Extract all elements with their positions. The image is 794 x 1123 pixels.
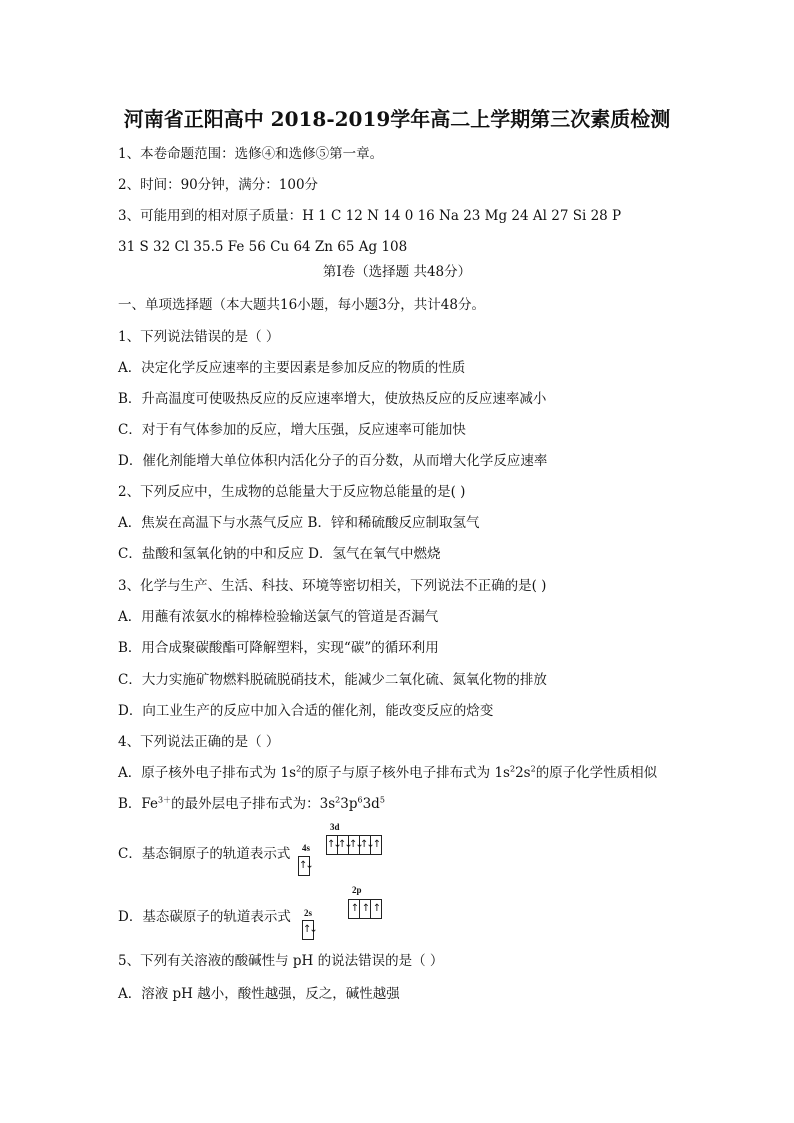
question-2-options-cd: C．盐酸和氢氧化钠的中和反应 D．氢气在氧气中燃烧 [118,546,441,562]
part-instruction: 一、单项选择题（本大题共16小题，每小题3分，共计48分。 [118,297,485,313]
orbital-box-4s [298,856,310,876]
note-time: 2、时间：90分钟，满分：100分 [118,177,319,193]
question-4-option-a [118,764,657,782]
question-3-stem: 3、化学与生产、生活、科技、环境等密切相关，下列说法不正确的是( ) [118,578,547,594]
question-2-options-ab: A．焦炭在高温下与水蒸气反应 B．锌和稀硫酸反应制取氢气 [118,515,480,531]
question-4-stem: 4、下列说法正确的是（ ） [118,734,280,750]
orbital-label-3d: 3d [330,822,340,832]
q4b-part3: 3p [340,796,358,812]
orbital-cell: ↑ [372,903,380,914]
orbital-cell: ↑↓ [303,924,316,935]
question-2-stem: 2、下列反应中，生成物的总能量大于反应物总能量的是( ) [118,484,466,500]
q4b-part1: B．Fe [118,796,159,812]
note-atomic-mass-cont: 31 S 32 Cl 35.5 Fe 56 Cu 64 Zn 65 Ag 108 [118,239,408,255]
q4a-part4: 的原子化学性质相似 [535,765,658,781]
q4b-sup1: 3＋ [158,795,172,805]
question-1-option-c: C．对于有气体参加的反应，增大压强，反应速率可能加快 [118,422,466,438]
q4b-sup2: 2 [335,795,341,805]
question-4-option-d: D．基态碳原子的轨道表示式 [118,909,291,925]
section-header: 第Ⅰ卷（选择题 共48分） [322,264,472,280]
question-1-option-b: B．升高温度可使吸热反应的反应速率增大，使放热反应的反应速率减小 [118,391,547,407]
q4b-sup3: 6 [357,795,363,805]
orbital-label-4s: 4s [302,843,311,853]
orbital-boxes-2p [348,899,382,919]
orbital-box-2s [302,920,314,940]
orbital-cell: ↑ [349,900,360,918]
document-title: 河南省正阳高中 2018-2019学年高二上学期第三次素质检测 [123,107,671,131]
orbital-boxes-3d [326,835,382,855]
orbital-label-2s: 2s [304,908,313,918]
question-1-option-a: A．决定化学反应速率的主要因素是参加反应的物质的性质 [118,360,466,376]
orbital-cell: ↑ [372,839,380,850]
q4a-part1: A．原子核外电子排布式为 1s [118,765,297,781]
question-5-stem: 5、下列有关溶液的酸碱性与 pH 的说法错误的是（ ） [118,953,444,969]
note-scope: 1、本卷命题范围：选修④和选修⑤第一章。 [118,146,384,162]
q4a-sup3: 2 [530,764,536,774]
q4a-sup1: 2 [296,764,302,774]
orbital-cell: ↑ [360,900,371,918]
q4b-part2: 的最外层电子排布式为：3s [171,796,336,812]
orbital-cell: ↑↓ [299,860,312,871]
q4a-part3: 2s [515,765,531,781]
q4a-part2: 的原子与原子核外电子排布式为 1s [301,765,510,781]
question-3-option-d: D．向工业生产的反应中加入合适的催化剂，能改变反应的焓变 [118,703,494,719]
question-3-option-c: C．大力实施矿物燃料脱硫脱硝技术，能减少二氧化硫、氮氧化物的排放 [118,672,547,688]
question-3-option-a: A．用蘸有浓氨水的棉棒检验输送氯气的管道是否漏气 [118,609,439,625]
q4a-sup2: 2 [509,764,516,774]
note-atomic-mass: 3、可能用到的相对原子质量：H 1 C 12 N 14 0 16 Na 23 Mg 24 Al 27 Si 28 P [118,208,622,224]
orbital-cell: ↑↓ [327,836,338,854]
orbital-cell: ↑↓ [349,836,360,854]
question-5-option-a: A．溶液 pH 越小，酸性越强，反之，碱性越强 [118,986,400,1002]
q4b-part4: 3d [362,796,380,812]
question-1-option-d: D．催化剂能增大单位体积内活化分子的百分数，从而增大化学反应速率 [118,453,548,469]
question-4-option-b [118,795,385,813]
question-4-option-c: C．基态铜原子的轨道表示式 [118,846,291,862]
orbital-cell: ↑↓ [338,836,349,854]
orbital-cell: ↑↓ [360,836,371,854]
orbital-label-2p: 2p [352,885,362,895]
question-3-option-b: B．用合成聚碳酸酯可降解塑料，实现“碳”的循环利用 [118,640,439,656]
q4b-sup4: 5 [379,795,385,805]
question-1-stem: 1、下列说法错误的是（ ） [118,329,280,345]
